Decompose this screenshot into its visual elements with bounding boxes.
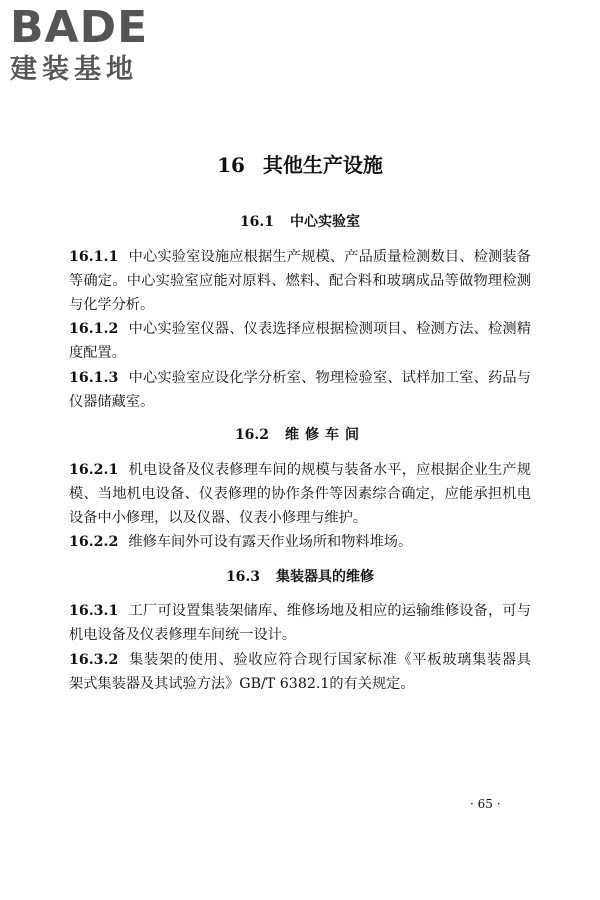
page-number: · 65 · [470, 797, 501, 811]
clause-text: 集装架的使用、验收应符合现行国家标准《平板玻璃集装器具 架式集装器及其试验方法》GB/T 6382.1的有关规定。 [69, 652, 546, 692]
clause-16-3-2 [69, 648, 546, 696]
chapter-title [0, 150, 600, 180]
clause-number: 16.3.1 [69, 603, 119, 619]
logo-wordmark: BADE [10, 2, 149, 53]
section-number: 16.2 [234, 427, 270, 443]
section-title-16-2 [0, 424, 600, 446]
clause-number: 16.1.1 [69, 249, 119, 265]
clause-16-2-1 [69, 458, 531, 530]
section-number: 16.3 [225, 569, 261, 585]
clause-16-1-2 [69, 317, 531, 365]
clause-text: 中心实验室仪器、仪表选择应根据检测项目、检测方法、检测精度配置。 [69, 321, 531, 361]
section-title-16-3 [0, 566, 600, 588]
clause-text: 工厂可设置集装架储库、维修场地及相应的运输维修设备，可与机电设备及仪表修理车间统一设计。 [69, 603, 531, 643]
section-title-text: 维修车间 [285, 427, 366, 443]
clause-number: 16.1.3 [69, 370, 119, 386]
clause-text: 中心实验室应设化学分析室、物理检验室、试样加工室、药品与仪器储藏室。 [69, 370, 531, 410]
section-title-16-1 [0, 211, 600, 233]
section-number: 16.1 [239, 214, 275, 230]
clause-number: 16.1.2 [69, 321, 119, 337]
chapter-number: 16 [217, 153, 245, 177]
clause-16-1-1 [69, 245, 531, 317]
section-title-text: 中心实验室 [290, 214, 361, 230]
chapter-title-text: 其他生产设施 [262, 153, 383, 177]
clause-number: 16.2.1 [69, 462, 119, 478]
clause-text: 中心实验室设施应根据生产规模、产品质量检测数目、检测装备等确定。中心实验室应能对原料、燃料、配合料和玻璃成品等做物理检测与化学分析。 [69, 249, 531, 313]
clause-number: 16.2.2 [69, 534, 119, 550]
clause-text: 维修车间外可设有露天作业场所和物料堆场。 [128, 534, 413, 550]
clause-16-1-3 [69, 366, 531, 414]
logo-subtitle: 建装基地 [10, 54, 138, 85]
clause-text: 机电设备及仪表修理车间的规模与装备水平，应根据企业生产规模、当地机电设备、仪表修理的协作条件等因素综合确定，应能承担机电设备中小修理，以及仪器、仪表小修理与维护。 [69, 462, 531, 526]
clause-16-3-1 [69, 599, 531, 647]
clause-16-2-2 [69, 530, 531, 554]
section-title-text: 集装器具的维修 [276, 569, 375, 585]
bade-logo [10, 4, 180, 88]
clause-number: 16.3.2 [69, 652, 119, 668]
